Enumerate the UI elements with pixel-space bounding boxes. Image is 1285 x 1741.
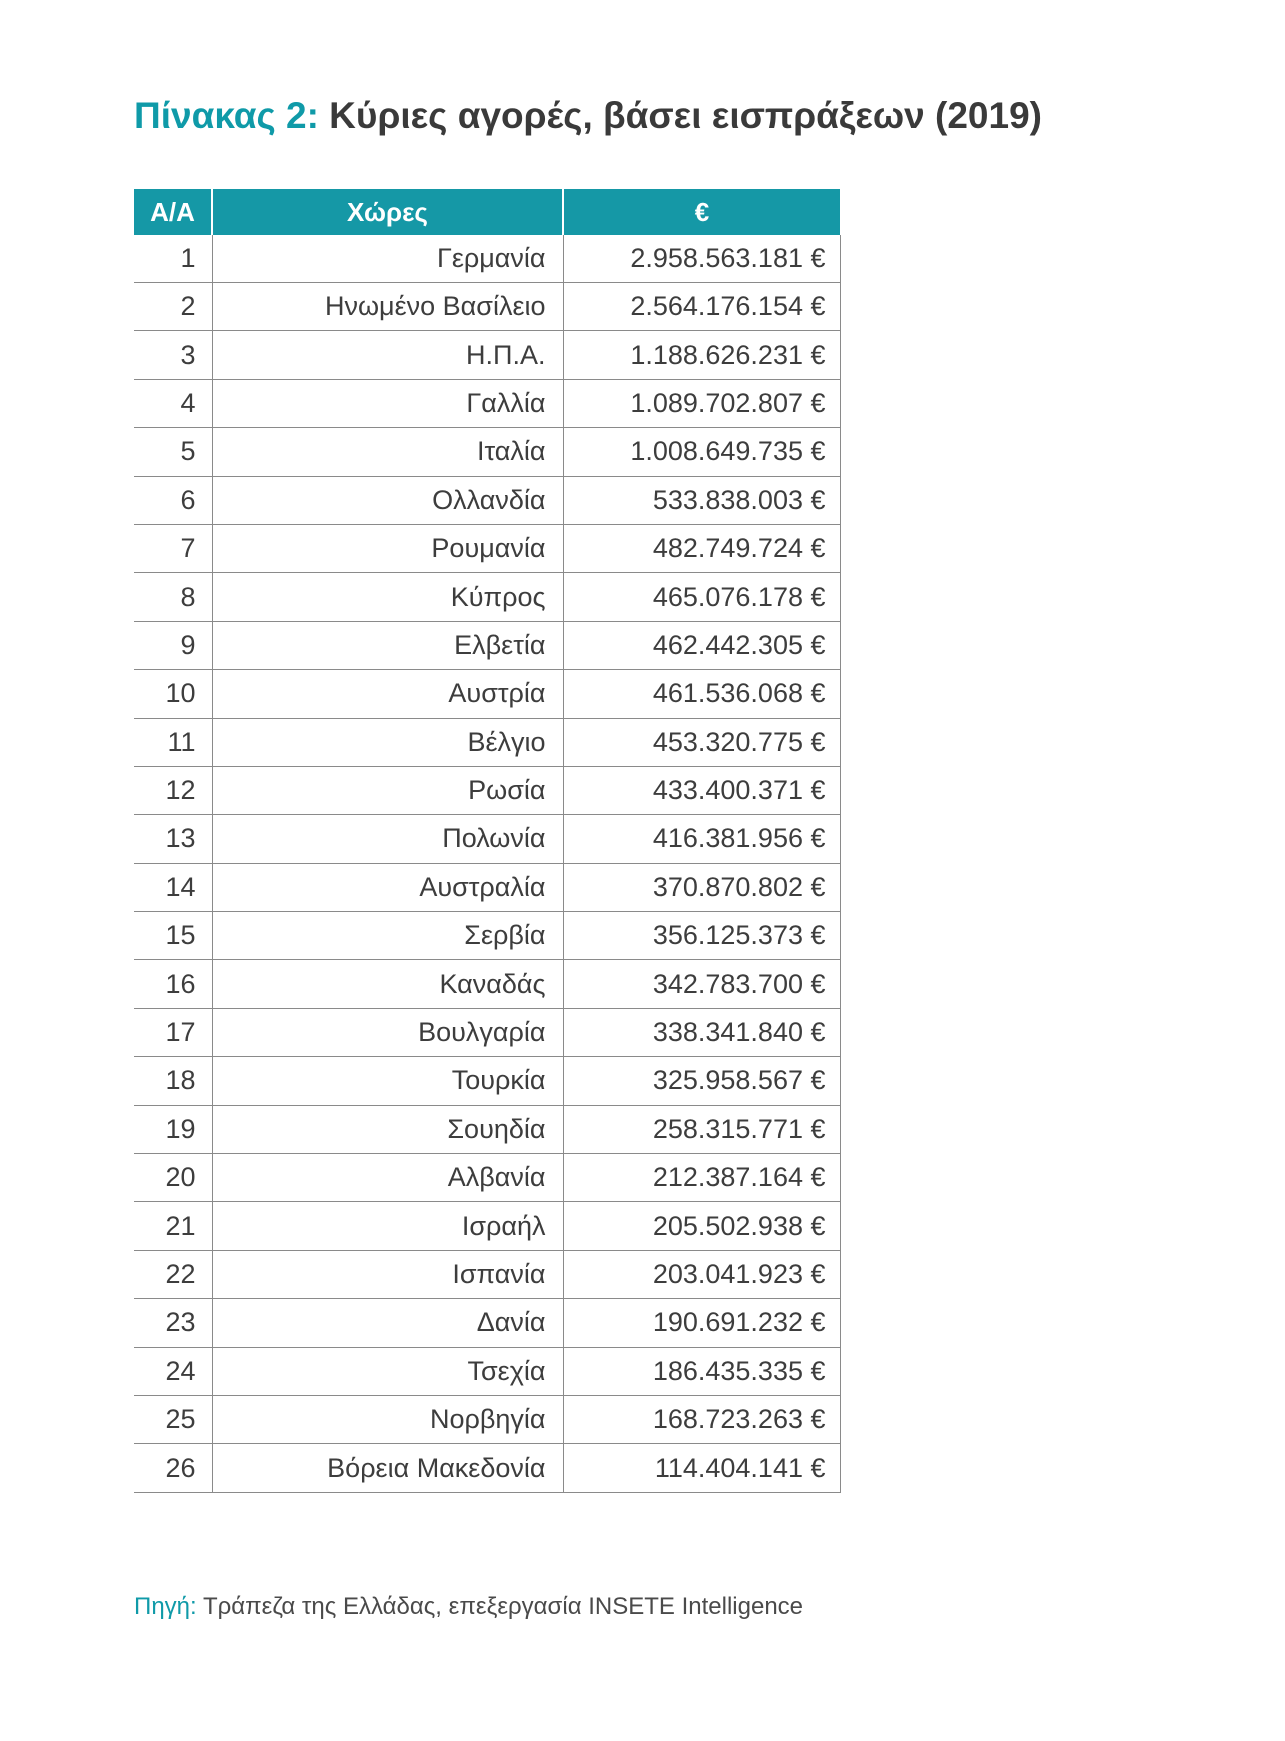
cell-amount: 212.387.164 € <box>563 1154 840 1202</box>
cell-amount: 2.564.176.154 € <box>563 283 840 331</box>
cell-index: 26 <box>134 1444 212 1492</box>
cell-amount: 258.315.771 € <box>563 1105 840 1153</box>
table-row <box>134 235 840 283</box>
cell-index: 16 <box>134 960 212 1008</box>
cell-amount: 2.958.563.181 € <box>563 235 840 283</box>
cell-index: 8 <box>134 573 212 621</box>
table-row <box>134 1395 840 1443</box>
markets-table <box>134 189 841 1493</box>
cell-amount: 465.076.178 € <box>563 573 840 621</box>
cell-amount: 190.691.232 € <box>563 1299 840 1347</box>
cell-index: 24 <box>134 1347 212 1395</box>
cell-country: Ολλανδία <box>212 476 563 524</box>
table-row <box>134 1444 840 1492</box>
table-row <box>134 1347 840 1395</box>
cell-country: Αυστρία <box>212 670 563 718</box>
cell-index: 23 <box>134 1299 212 1347</box>
cell-country: Ιταλία <box>212 428 563 476</box>
table-row <box>134 670 840 718</box>
cell-index: 15 <box>134 912 212 960</box>
table-body <box>134 235 840 1492</box>
cell-index: 21 <box>134 1202 212 1250</box>
table-row <box>134 1008 840 1056</box>
table-row <box>134 766 840 814</box>
cell-country: Δανία <box>212 1299 563 1347</box>
cell-amount: 356.125.373 € <box>563 912 840 960</box>
column-header-amount: € <box>563 189 840 235</box>
cell-country: Νορβηγία <box>212 1395 563 1443</box>
cell-amount: 325.958.567 € <box>563 1057 840 1105</box>
table-row <box>134 718 840 766</box>
cell-amount: 186.435.335 € <box>563 1347 840 1395</box>
title-text: Κύριες αγορές, βάσει εισπράξεων (2019) <box>318 95 1042 136</box>
cell-country: Βόρεια Μακεδονία <box>212 1444 563 1492</box>
cell-index: 18 <box>134 1057 212 1105</box>
table-row <box>134 1154 840 1202</box>
table-row <box>134 1057 840 1105</box>
cell-country: Ρωσία <box>212 766 563 814</box>
cell-amount: 203.041.923 € <box>563 1250 840 1298</box>
cell-index: 14 <box>134 863 212 911</box>
table-header <box>134 189 840 235</box>
cell-amount: 433.400.371 € <box>563 766 840 814</box>
cell-country: Πολωνία <box>212 815 563 863</box>
table-row <box>134 1299 840 1347</box>
table-row <box>134 621 840 669</box>
cell-country: Ηνωμένο Βασίλειο <box>212 283 563 331</box>
cell-country: Αυστραλία <box>212 863 563 911</box>
cell-amount: 114.404.141 € <box>563 1444 840 1492</box>
cell-amount: 1.008.649.735 € <box>563 428 840 476</box>
table-row <box>134 428 840 476</box>
title-lead: Πίνακας 2: <box>134 95 319 136</box>
cell-amount: 168.723.263 € <box>563 1395 840 1443</box>
page-title <box>134 95 1042 137</box>
cell-country: Η.Π.Α. <box>212 331 563 379</box>
cell-country: Ρουμανία <box>212 524 563 572</box>
cell-country: Ισπανία <box>212 1250 563 1298</box>
cell-country: Γερμανία <box>212 235 563 283</box>
source-lead: Πηγή: <box>134 1593 197 1620</box>
cell-amount: 461.536.068 € <box>563 670 840 718</box>
cell-index: 19 <box>134 1105 212 1153</box>
source-note <box>134 1593 803 1621</box>
table-row <box>134 573 840 621</box>
cell-country: Αλβανία <box>212 1154 563 1202</box>
cell-index: 3 <box>134 331 212 379</box>
cell-index: 17 <box>134 1008 212 1056</box>
cell-country: Καναδάς <box>212 960 563 1008</box>
table-row <box>134 863 840 911</box>
cell-index: 25 <box>134 1395 212 1443</box>
cell-amount: 205.502.938 € <box>563 1202 840 1250</box>
cell-amount: 1.188.626.231 € <box>563 331 840 379</box>
table-row <box>134 1250 840 1298</box>
cell-index: 12 <box>134 766 212 814</box>
cell-amount: 370.870.802 € <box>563 863 840 911</box>
cell-amount: 453.320.775 € <box>563 718 840 766</box>
cell-country: Ελβετία <box>212 621 563 669</box>
cell-index: 2 <box>134 283 212 331</box>
cell-index: 13 <box>134 815 212 863</box>
column-header-index: Α/Α <box>134 189 212 235</box>
cell-index: 11 <box>134 718 212 766</box>
cell-index: 7 <box>134 524 212 572</box>
column-header-country: Χώρες <box>212 189 563 235</box>
cell-amount: 462.442.305 € <box>563 621 840 669</box>
table-row <box>134 476 840 524</box>
cell-amount: 482.749.724 € <box>563 524 840 572</box>
cell-country: Κύπρος <box>212 573 563 621</box>
table-row <box>134 815 840 863</box>
cell-country: Τουρκία <box>212 1057 563 1105</box>
cell-country: Τσεχία <box>212 1347 563 1395</box>
cell-country: Γαλλία <box>212 379 563 427</box>
table-row <box>134 1105 840 1153</box>
cell-country: Ισραήλ <box>212 1202 563 1250</box>
table-row <box>134 912 840 960</box>
table-row <box>134 379 840 427</box>
cell-index: 6 <box>134 476 212 524</box>
cell-index: 20 <box>134 1154 212 1202</box>
cell-amount: 338.341.840 € <box>563 1008 840 1056</box>
cell-country: Βέλγιο <box>212 718 563 766</box>
cell-country: Βουλγαρία <box>212 1008 563 1056</box>
cell-amount: 533.838.003 € <box>563 476 840 524</box>
cell-index: 1 <box>134 235 212 283</box>
cell-country: Σουηδία <box>212 1105 563 1153</box>
source-text: Τράπεζα της Ελλάδας, επεξεργασία INSETE Intelligence <box>196 1593 804 1620</box>
cell-country: Σερβία <box>212 912 563 960</box>
cell-amount: 342.783.700 € <box>563 960 840 1008</box>
cell-index: 4 <box>134 379 212 427</box>
table-row <box>134 524 840 572</box>
cell-index: 9 <box>134 621 212 669</box>
table-row <box>134 283 840 331</box>
cell-amount: 1.089.702.807 € <box>563 379 840 427</box>
cell-index: 22 <box>134 1250 212 1298</box>
cell-amount: 416.381.956 € <box>563 815 840 863</box>
cell-index: 10 <box>134 670 212 718</box>
table-row <box>134 331 840 379</box>
table-row <box>134 1202 840 1250</box>
cell-index: 5 <box>134 428 212 476</box>
table-row <box>134 960 840 1008</box>
